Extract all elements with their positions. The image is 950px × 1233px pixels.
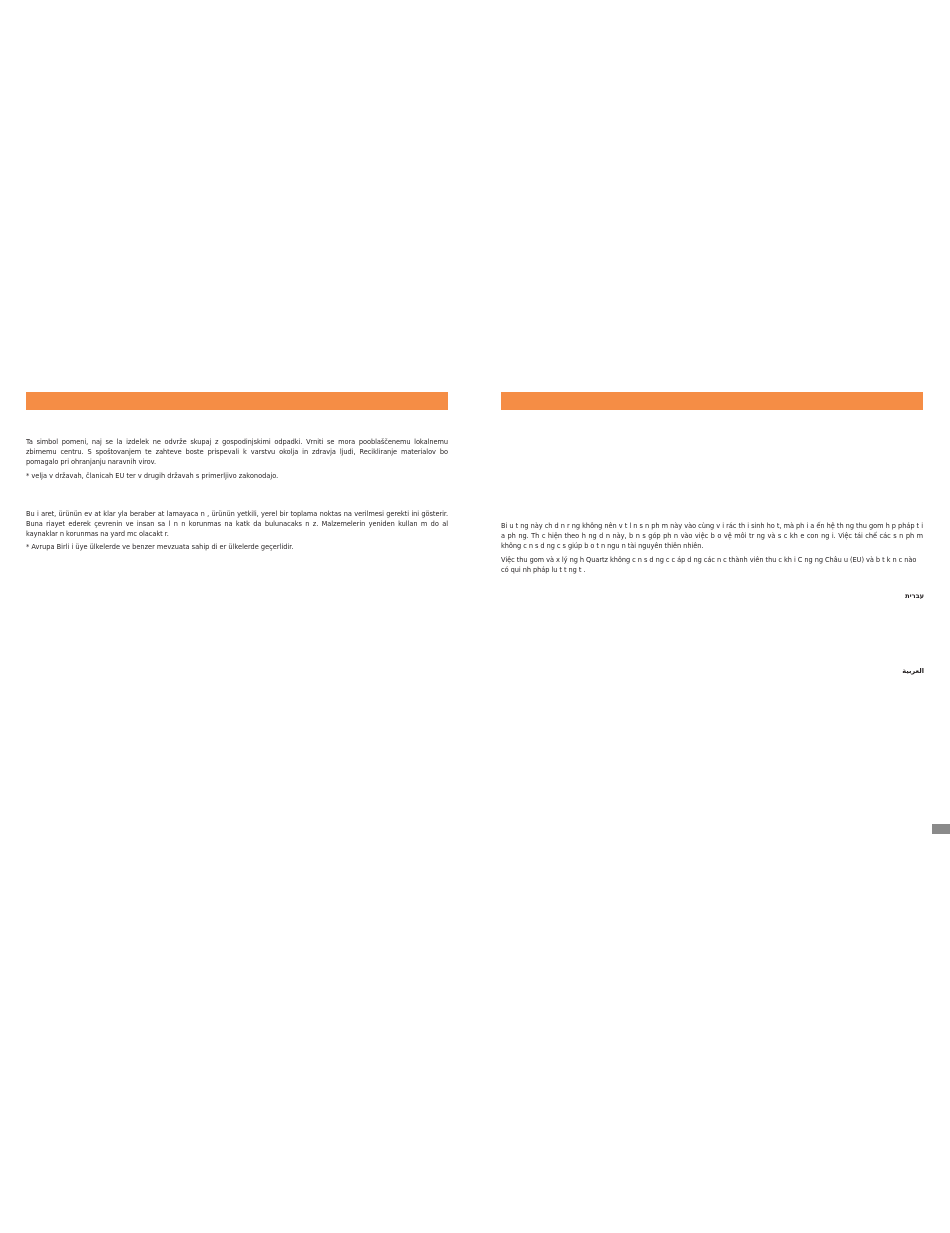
slovenian-footnote: * velja v državah, članicah EU ter v drugih državah s primerljivo zakonodajo. bbox=[26, 472, 279, 480]
page-edge-tab bbox=[932, 824, 950, 834]
section-header-bar-left bbox=[26, 392, 448, 410]
section-header-bar-right bbox=[501, 392, 923, 410]
right-page bbox=[475, 0, 950, 1233]
arabic-language-label: العربية bbox=[902, 667, 924, 675]
slovenian-disposal-paragraph: Ta simbol pomeni, naj se la izdelek ne odvrže skupaj z gospodinjskimi odpadki. Vrniti se mora pooblaščenemu lokalnemu zbirnemu centru. S spoštovanjem te zahteve boste prispevali k varstvu okolja in zdravja ljudi, Recikliranje materialov bo pomagalo pri ohranjanju naravnih virov. bbox=[26, 438, 448, 466]
vietnamese-disposal-paragraph: Bi u t ng này ch d n r ng không nên v t l n s n ph m này vào cùng v i rác th i sinh ho t, mà ph i a ến hệ th ng thu gom h p pháp t i a ph ng. Th c hiện theo h ng d n này, b n s góp ph n vào việc b o vệ môi tr ng và s c kh e con ng i. Việc tái chế các s n ph m không c n s d ng c s giúp b o t n ngu n tài nguyên thiên nhiên. bbox=[501, 522, 923, 550]
turkish-footnote: * Avrupa Birli i üye ülkelerde ve benzer mevzuata sahip di er ülkelerde geçerlidir. bbox=[26, 543, 294, 551]
turkish-disposal-paragraph: Bu i aret, ürünün ev at klar yla beraber at lamayaca n , ürünün yetkili, yerel bir toplama noktas na verilmesi gerekti ini gösterir. Buna riayet ederek çevrenin ve insan sa l n n korunmas na katk da bulunacaks n z. Malzemelerin yeniden kullan m do al kaynaklar n korunmas na yard mc olacakt r. bbox=[26, 510, 448, 538]
vietnamese-note: Việc thu gom và x lý ng h Quartz không c n s d ng c c áp d ng các n c thành viên thu c kh i C ng ng Châu u (EU) và b t k n c nào có qui nh pháp lu t t ng t . bbox=[501, 556, 917, 574]
hebrew-language-label: עברית bbox=[905, 592, 924, 600]
